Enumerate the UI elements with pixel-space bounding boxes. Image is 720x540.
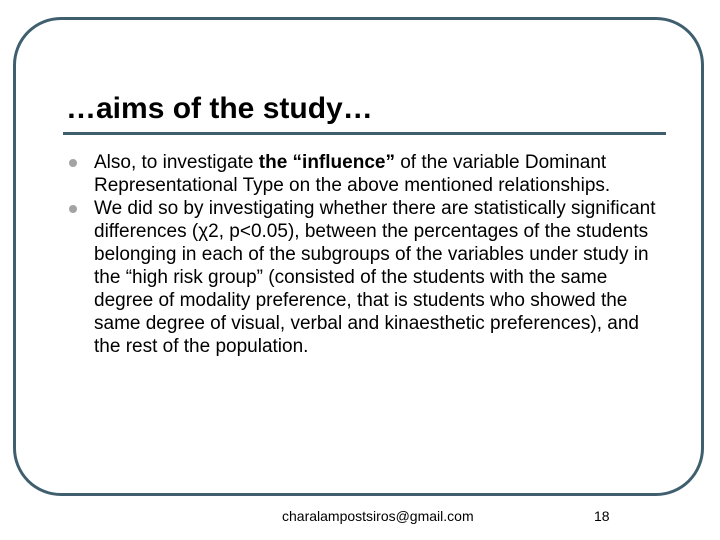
bullet-dot-icon (69, 159, 77, 167)
bullet-text-emphasis: the “influence” (258, 152, 395, 173)
bullet-item-method (66, 197, 666, 358)
bullet-dot-icon (69, 205, 77, 213)
bullet-item-influence (66, 151, 666, 197)
title-underline (63, 132, 666, 135)
footer-page-number: 18 (594, 508, 610, 524)
bullet-text: We did so by investigating whether there are statistically significant differences (χ2, p<0.05), between the percentages of the students belonging in each of the subgroups of the variables under study in the “high risk group” (consisted of the students with the same degree of modality preference, that is students who showed the same degree of visual, verbal and kinaesthetic preferences), and the rest of the population. (94, 198, 656, 357)
footer-email: charalampostsiros@gmail.com (282, 508, 474, 524)
slide-title: …aims of the study… (66, 92, 373, 125)
bullet-list (66, 151, 666, 358)
bullet-text-before: Also, to investigate (94, 152, 259, 173)
bullet-text-after: of the variable Dominant Representational Type on the above mentioned relationships. (94, 152, 611, 196)
